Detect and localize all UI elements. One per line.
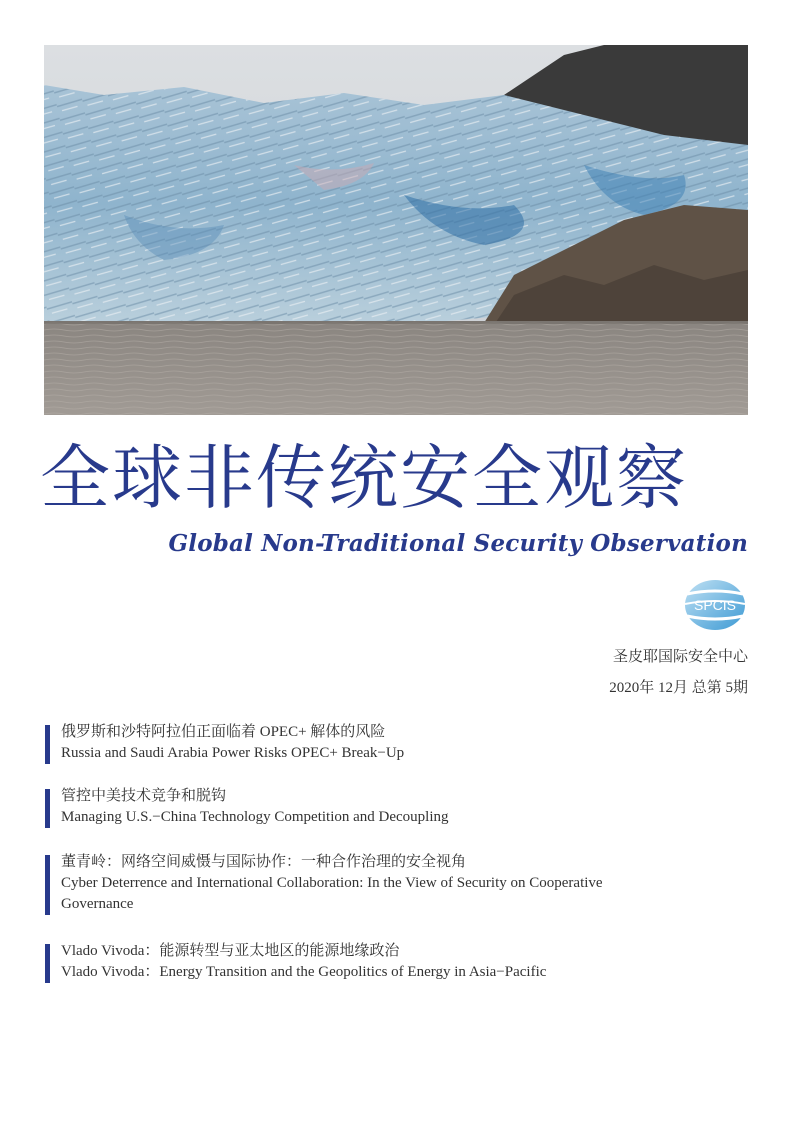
article-title-en: Cyber Deterrence and International Collaboration: In the View of Security on Cooperative Governance — [61, 875, 603, 912]
article-title-cn: 管控中美技术竞争和脱钩 — [61, 788, 227, 804]
cover-photo-glacier — [44, 45, 748, 415]
article-title-en: Vlado Vivoda：Energy Transition and the Geopolitics of Energy in Asia−Pacific — [61, 964, 547, 980]
article-accent-bar — [45, 725, 50, 764]
globe-logo — [682, 578, 748, 632]
article-accent-bar — [45, 789, 50, 828]
cover-title-english: Global Non-Traditional Security Observation — [168, 530, 748, 557]
article-item — [45, 786, 745, 828]
logo-text: SPCIS — [693, 597, 737, 613]
article-item — [45, 941, 745, 983]
article-title-cn: Vlado Vivoda：能源转型与亚太地区的能源地缘政治 — [61, 943, 400, 959]
article-accent-bar — [45, 855, 50, 915]
article-accent-bar — [45, 944, 50, 983]
article-item — [45, 722, 745, 764]
article-item — [45, 852, 745, 915]
article-list — [45, 722, 745, 1005]
issue-info: 2020年 12月 总第 5期 — [609, 680, 748, 696]
cover-title-chinese: 全球非传统安全观察 — [40, 437, 688, 519]
article-title-en: Managing U.S.−China Technology Competition and Decoupling — [61, 809, 449, 825]
article-title-cn: 俄罗斯和沙特阿拉伯正面临着 OPEC+ 解体的风险 — [61, 724, 386, 740]
article-title-en: Russia and Saudi Arabia Power Risks OPEC+ Break−Up — [61, 745, 405, 761]
publisher-name: 圣皮耶国际安全中心 — [612, 649, 748, 665]
article-title-cn: 董青岭：网络空间威慑与国际协作：一种合作治理的安全视角 — [61, 854, 467, 870]
